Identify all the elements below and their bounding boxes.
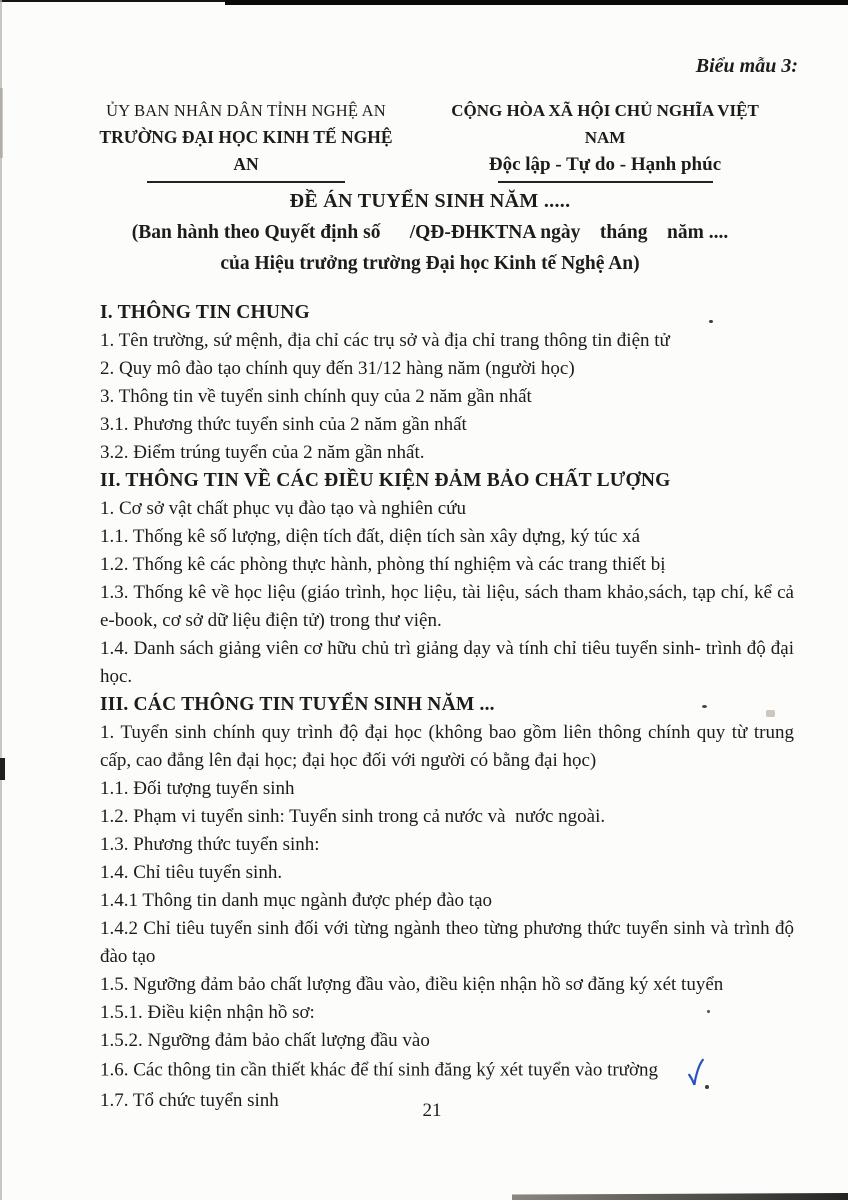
scan-edge-left [0,0,2,1200]
doc-line: 1.2. Thống kê các phòng thực hành, phòng thí nghiệm và các trang thiết bị [100,554,666,575]
motto-text: Độc lập - Tự do - Hạnh phúc [488,154,722,175]
form-number-label: Biểu mẫu 3: [695,55,798,77]
doc-line: 3. Thông tin về tuyển sinh chính quy của 2 năm gần nhất [100,386,532,407]
scan-smudge-left [0,88,3,158]
document-title: ĐỀ ÁN TUYỂN SINH NĂM ..... [289,190,571,212]
header-underline-left [147,181,345,183]
scan-edge-top-thick [225,0,848,5]
authority-name: ỦY BAN NHÂN DÂN TỈNH NGHỆ AN [106,101,386,120]
doc-line: 1. Cơ sở vật chất phục vụ đào tạo và nghiên cứu [100,498,466,519]
scan-mark-left [0,758,5,780]
doc-line: 1.4. Danh sách giảng viên cơ hữu chủ trì giảng dạy và tính chỉ tiêu tuyển sinh- trình độ đại học. [100,638,794,687]
doc-line: 1.1. Thống kê số lượng, diện tích đất, diện tích sàn xây dựng, ký túc xá [100,526,641,547]
country-title: CỘNG HÒA XÃ HỘI CHỦ NGHĨA VIỆT NAM [451,101,759,147]
doc-line: 1.5.2. Ngưỡng đảm bảo chất lượng đầu vào [100,1030,430,1051]
header-underline-right [498,181,713,183]
doc-line: 1.1. Đối tượng tuyển sinh [100,778,295,799]
doc-line: 1.5. Ngưỡng đảm bảo chất lượng đầu vào, điều kiện nhận hồ sơ đăng ký xét tuyển [100,974,724,995]
doc-line: 1.4. Chỉ tiêu tuyển sinh. [100,862,283,883]
national-motto-block [440,97,770,183]
issuing-authority-block [98,97,394,183]
document-body [100,299,794,1115]
doc-line-text: 1.6. Các thông tin cần thiết khác để thí sinh đăng ký xét tuyển vào trường [100,1059,659,1081]
document-title-block [80,186,780,279]
university-name: TRƯỜNG ĐẠI HỌC KINH TẾ NGHỆ AN [99,127,393,174]
doc-line: 3.2. Điểm trúng tuyển của 2 năm gần nhất. [100,442,425,463]
pen-checkmark-icon [686,1057,706,1089]
document-subtitle-issuer: của Hiệu trưởng trường Đại học Kinh tế Nghệ An) [220,253,640,274]
doc-line [100,1055,794,1087]
page-number: 21 [422,1100,442,1121]
doc-line: 1.3. Phương thức tuyển sinh: [100,834,320,855]
doc-line: 1. Tuyển sinh chính quy trình độ đại học (không bao gồm liên thông chính quy từ trung cấp, cao đẳng lên đại học; đại học đối với người có bằng đại học) [100,722,794,771]
doc-line: 2. Quy mô đào tạo chính quy đến 31/12 hàng năm (người học) [100,358,575,379]
scan-edge-bottom [512,1193,848,1200]
section-heading: III. CÁC THÔNG TIN TUYỂN SINH NĂM ... [100,694,495,715]
doc-line: 1.3. Thống kê về học liệu (giáo trình, học liệu, tài liệu, sách tham khảo,sách, tạp chí, kể cả e-book, cơ sở dữ liệu điện tử) trong thư viện. [100,582,794,631]
document-subtitle-decision: (Ban hành theo Quyết định số /QĐ-ĐHKTNA ngày tháng năm .... [131,222,729,243]
doc-line: 1.4.1 Thông tin danh mục ngành được phép đào tạo [100,890,493,911]
doc-line: 1.2. Phạm vi tuyển sinh: Tuyển sinh trong cả nước và nước ngoài. [100,806,606,827]
doc-line: 1.7. Tổ chức tuyển sinh [100,1090,279,1111]
section-heading: I. THÔNG TIN CHUNG [100,302,310,323]
doc-line: 1. Tên trường, sứ mệnh, địa chỉ các trụ sở và địa chỉ trang thông tin điện tử [100,330,670,351]
doc-line: 1.5.1. Điều kiện nhận hồ sơ: [100,1002,315,1023]
doc-line: 3.1. Phương thức tuyển sinh của 2 năm gần nhất [100,414,467,435]
section-heading: II. THÔNG TIN VỀ CÁC ĐIỀU KIỆN ĐẢM BẢO CHẤT LƯỢNG [100,470,671,491]
scan-edge-top [0,0,848,2]
doc-line: 1.4.2 Chỉ tiêu tuyển sinh đối với từng ngành theo từng phương thức tuyển sinh và trình độ đào tạo [100,918,794,967]
